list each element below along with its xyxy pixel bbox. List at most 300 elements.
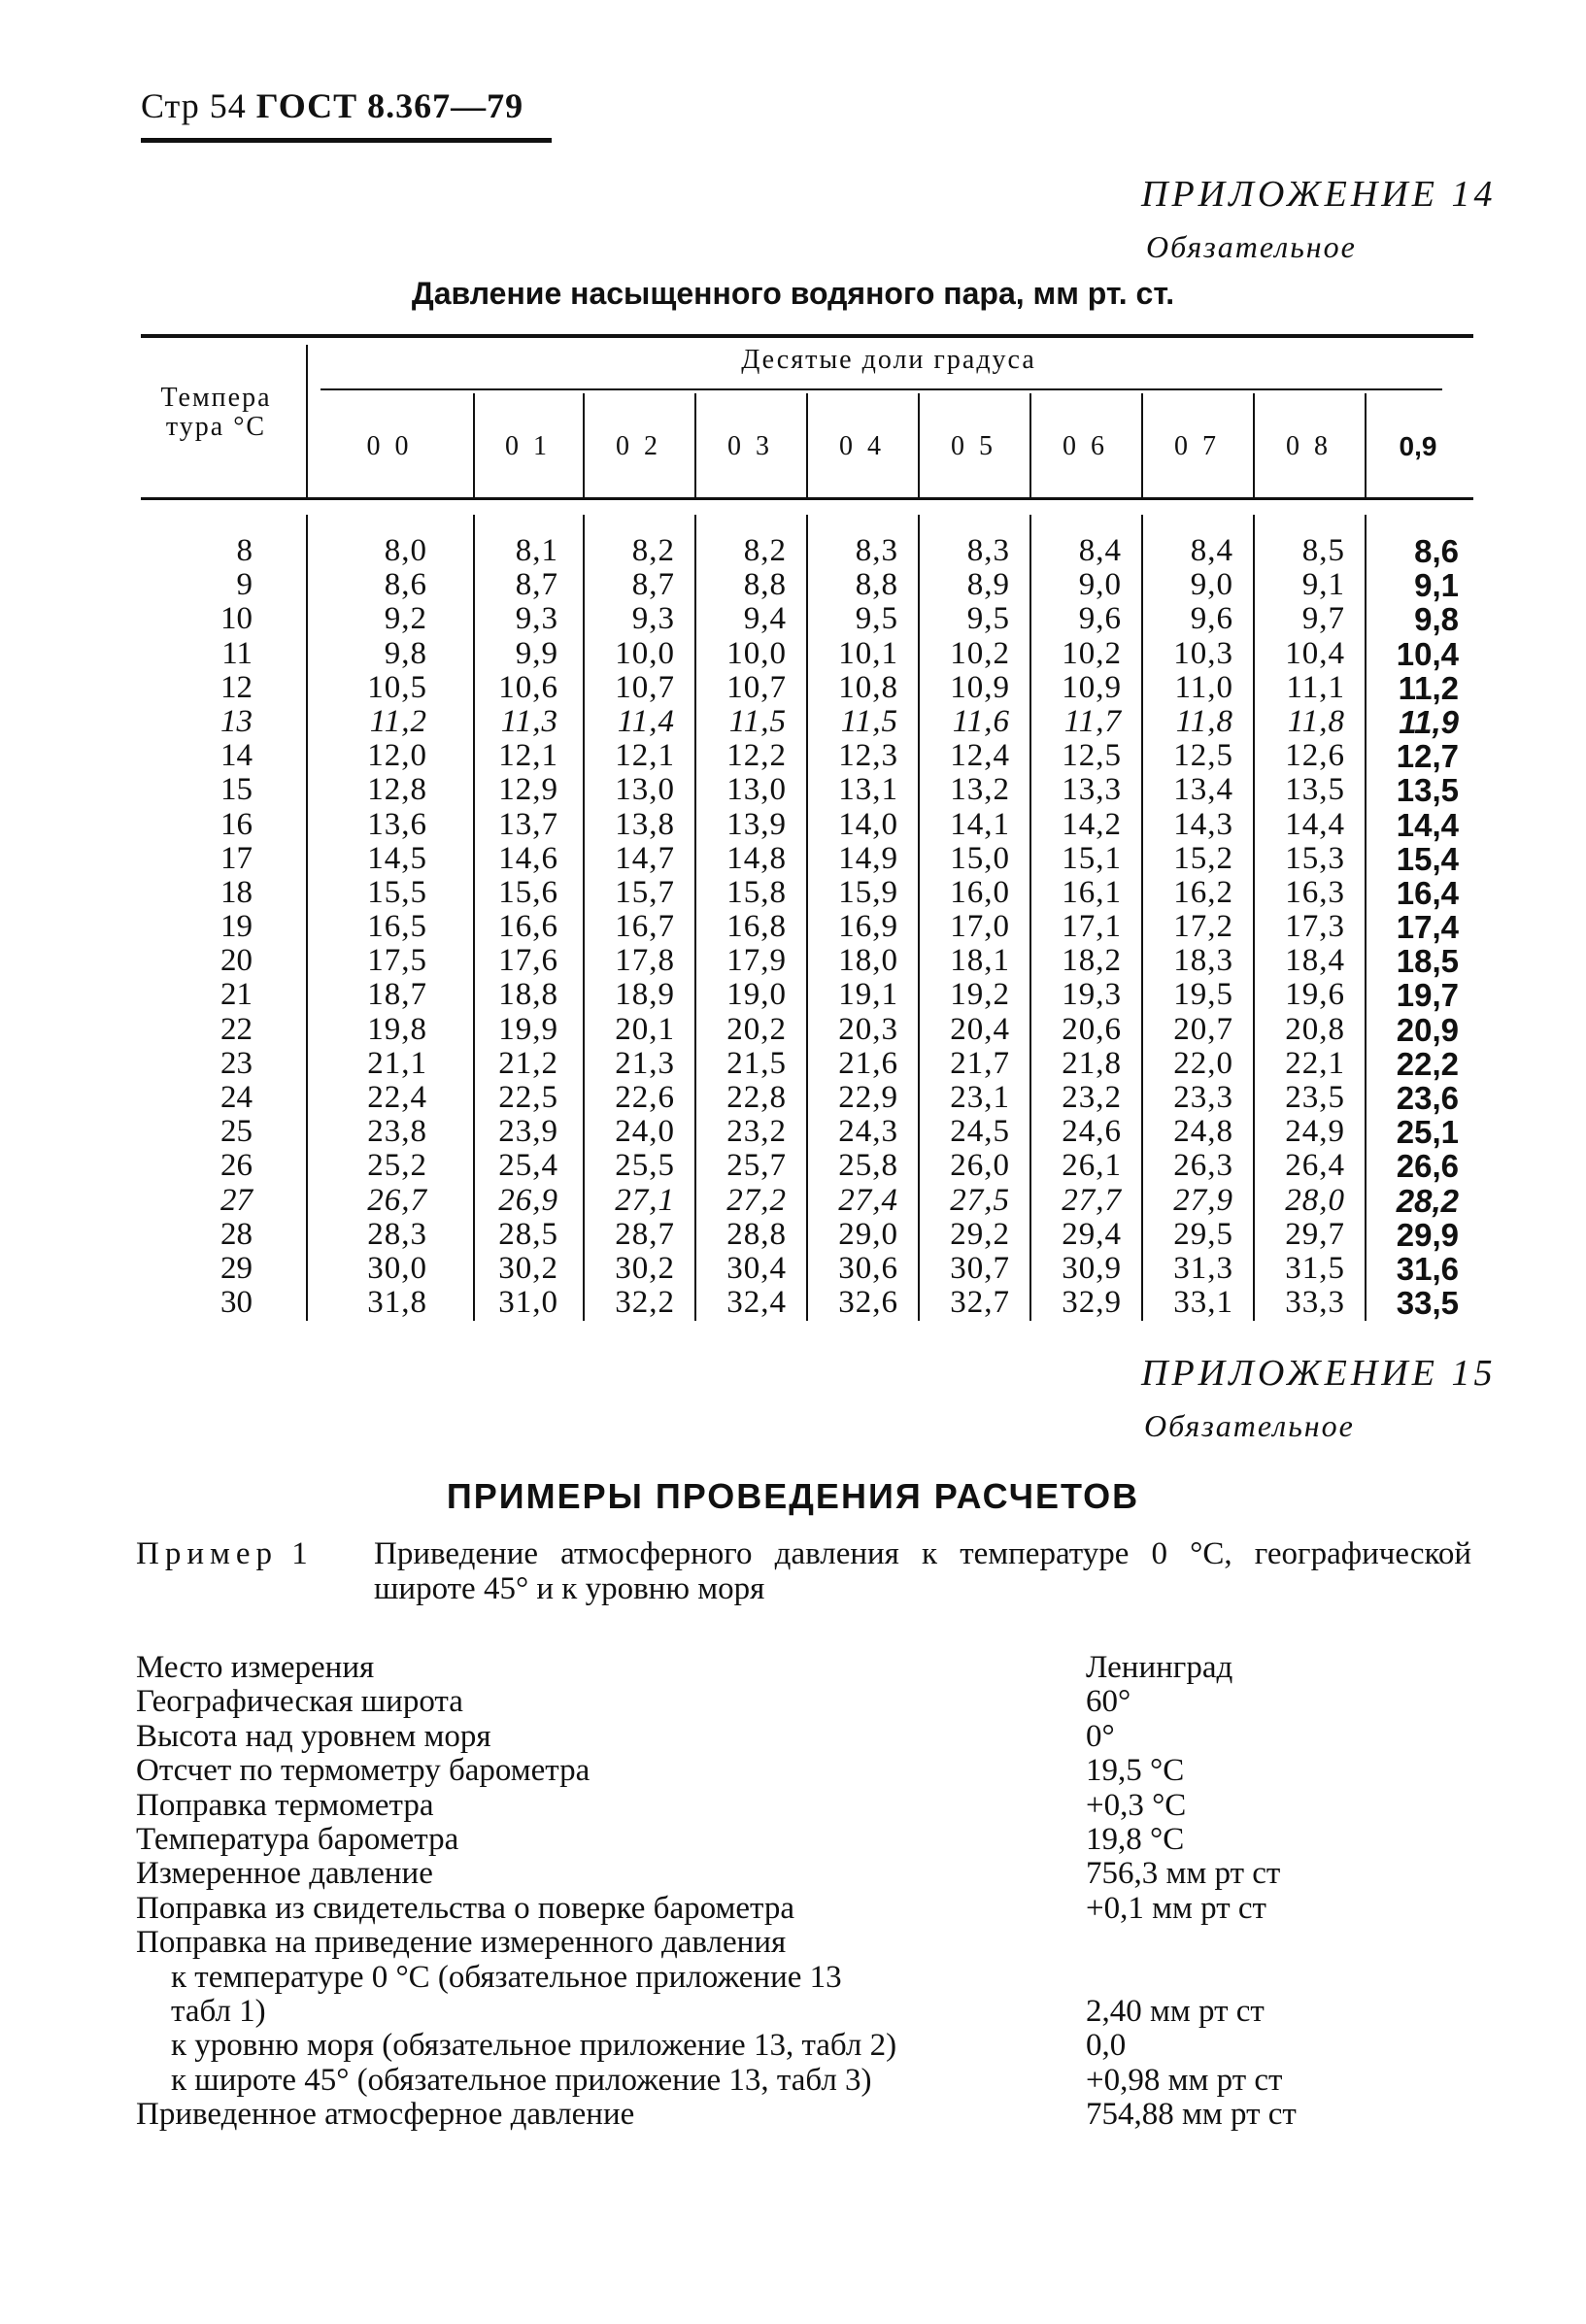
column-header: 0 6	[1063, 431, 1108, 461]
table-cell: 25,5	[615, 1148, 675, 1184]
table-cell: 32,7	[950, 1285, 1010, 1321]
table-cell: 9,8	[1414, 601, 1459, 638]
table-cell: 33,1	[1173, 1285, 1233, 1321]
header-divider	[694, 393, 696, 497]
table-cell: 29,2	[950, 1216, 1010, 1252]
table-cell: 19,5	[1173, 977, 1233, 1013]
table-cell: 14,6	[498, 840, 558, 876]
table-cell: 8,2	[743, 533, 787, 568]
table-cell: 20,8	[1285, 1011, 1345, 1047]
table-cell: 11,0	[1174, 669, 1233, 705]
table-cell: 8,9	[966, 567, 1010, 603]
table-cell: 8,7	[515, 567, 558, 603]
data-column	[782, 534, 898, 1320]
column-header: 0 1	[505, 431, 551, 461]
table-cell: 16,2	[1173, 874, 1233, 910]
table-cell: 15,3	[1285, 840, 1345, 876]
column-header: 0 0	[366, 431, 413, 461]
table-cell: 11,7	[1063, 703, 1122, 739]
table-cell: 11,5	[840, 703, 898, 739]
column-header: 0 2	[616, 431, 661, 461]
temperature-cell: 25	[220, 1114, 253, 1150]
table-cell: 30,6	[838, 1250, 898, 1286]
table-cell: 19,0	[726, 977, 787, 1013]
table-cell: 22,8	[726, 1080, 787, 1115]
table-cell: 15,0	[950, 840, 1010, 876]
table-cell: 8,6	[384, 567, 427, 603]
table-cell: 11,9	[1399, 703, 1459, 740]
header-divider	[1253, 393, 1255, 497]
table-cell: 12,4	[950, 738, 1010, 774]
calculation-value: +0,3 °С	[1086, 1787, 1187, 1823]
temperature-cell: 21	[220, 977, 253, 1013]
calculation-value: +0,98 мм рт ст	[1086, 2062, 1283, 2098]
table-cell: 13,9	[726, 806, 787, 842]
table-cell: 12,2	[726, 738, 787, 774]
calculation-label: Поправка на приведение измеренного давления	[136, 1925, 787, 1961]
table-cell: 9,7	[1301, 601, 1345, 637]
column-divider	[306, 515, 308, 1321]
table-cell: 9,6	[1078, 601, 1122, 637]
table-cell: 17,3	[1285, 909, 1345, 945]
table-cell: 16,6	[498, 909, 558, 945]
data-column	[558, 534, 675, 1320]
table-cell: 26,6	[1396, 1148, 1459, 1185]
calculation-label: Географическая широта	[136, 1684, 463, 1720]
appendix-14-subtitle: Обязательное	[1146, 229, 1357, 264]
calculation-label: к широте 45° (обязательное приложение 13, табл 3)	[171, 2062, 872, 2098]
table-cell: 12,8	[367, 772, 427, 808]
table-cell: 27,1	[615, 1182, 675, 1218]
column-header: 0 8	[1286, 431, 1332, 461]
table-cell: 19,6	[1285, 977, 1345, 1013]
table-cell: 27,9	[1173, 1182, 1233, 1218]
table-cell: 12,5	[1062, 738, 1122, 774]
table-cell: 26,1	[1062, 1148, 1122, 1184]
temperature-cell: 13	[220, 703, 253, 739]
table-cell: 23,6	[1396, 1080, 1459, 1116]
calculation-value: Ленинград	[1086, 1650, 1233, 1685]
table-cell: 14,8	[726, 840, 787, 876]
table-cell: 11,5	[728, 703, 787, 739]
table-cell: 8,8	[743, 567, 787, 603]
table-cell: 30,2	[498, 1250, 558, 1286]
calculation-label: к уровню моря (обязательное приложение 13, табл 2)	[171, 2028, 897, 2064]
table-cell: 10,0	[615, 635, 675, 671]
table-cell: 25,7	[726, 1148, 787, 1184]
table-cell: 18,8	[498, 977, 558, 1013]
table-cell: 30,2	[615, 1250, 675, 1286]
table-cell: 12,1	[615, 738, 675, 774]
table-cell: 12,6	[1285, 738, 1345, 774]
table-cell: 17,0	[950, 909, 1010, 945]
data-column	[1005, 534, 1122, 1320]
table-cell: 14,4	[1396, 806, 1459, 843]
header-divider	[473, 393, 475, 497]
table-cell: 30,9	[1062, 1250, 1122, 1286]
table-cell: 22,6	[615, 1080, 675, 1115]
temperature-cell: 17	[220, 840, 253, 876]
table-cell: 29,5	[1173, 1216, 1233, 1252]
table-cell: 15,6	[498, 874, 558, 910]
table-cell: 13,1	[838, 772, 898, 808]
temperature-cell: 20	[220, 943, 253, 979]
calculation-label: Приведенное атмосферное давление	[136, 2097, 635, 2133]
table-cell: 10,8	[838, 669, 898, 705]
table-cell: 8,0	[384, 533, 427, 568]
table-cell: 11,2	[369, 703, 427, 739]
table-cell: 12,3	[838, 738, 898, 774]
table-cell: 13,3	[1062, 772, 1122, 808]
table-cell: 10,7	[726, 669, 787, 705]
table-cell: 17,8	[615, 943, 675, 979]
table-cell: 12,9	[498, 772, 558, 808]
table-cell: 26,3	[1173, 1148, 1233, 1184]
table-cell: 16,3	[1285, 874, 1345, 910]
table-cell: 9,4	[743, 601, 787, 637]
table-cell: 31,6	[1396, 1250, 1459, 1287]
table-cell: 24,6	[1062, 1114, 1122, 1150]
table-cell: 8,3	[966, 533, 1010, 568]
calculation-value: +0,1 мм рт ст	[1086, 1890, 1266, 1926]
calculation-label: Поправка термометра	[136, 1787, 434, 1823]
table-cell: 8,3	[855, 533, 898, 568]
table-cell: 14,5	[367, 840, 427, 876]
table-cell: 31,5	[1285, 1250, 1345, 1286]
table-cell: 11,2	[1398, 669, 1459, 706]
calculation-label: Измеренное давление	[136, 1856, 433, 1892]
examples-title: ПРИМЕРЫ ПРОВЕДЕНИЯ РАСЧЕТОВ	[446, 1476, 1140, 1516]
tenths-header-rule	[321, 388, 1442, 390]
calculation-label: табл 1)	[171, 1993, 266, 2029]
table-cell: 15,2	[1173, 840, 1233, 876]
table-cell: 23,2	[1062, 1080, 1122, 1115]
table-cell: 25,1	[1396, 1114, 1459, 1151]
table-cell: 10,7	[615, 669, 675, 705]
table-cell: 11,8	[1175, 703, 1233, 739]
table-cell: 21,1	[367, 1045, 427, 1081]
table-cell: 9,2	[384, 601, 427, 637]
calculation-label: Место измерения	[136, 1650, 375, 1685]
table-cell: 16,1	[1062, 874, 1122, 910]
table-cell: 24,3	[838, 1114, 898, 1150]
calculation-value: 19,8 °С	[1086, 1821, 1185, 1857]
calculation-label: Отсчет по термометру барометра	[136, 1753, 591, 1789]
table-cell: 18,2	[1062, 943, 1122, 979]
table-cell: 19,1	[838, 977, 898, 1013]
table-cell: 15,4	[1396, 840, 1459, 877]
table-cell: 30,7	[950, 1250, 1010, 1286]
table-cell: 21,5	[726, 1045, 787, 1081]
table-cell: 16,7	[615, 909, 675, 945]
calculation-value: 19,5 °С	[1086, 1753, 1185, 1789]
table-cell: 21,6	[838, 1045, 898, 1081]
table-cell: 13,5	[1285, 772, 1345, 808]
table-cell: 18,7	[367, 977, 427, 1013]
table-cell: 20,6	[1062, 1011, 1122, 1047]
table-cell: 15,5	[367, 874, 427, 910]
table-cell: 17,6	[498, 943, 558, 979]
table-cell: 23,2	[726, 1114, 787, 1150]
data-column	[442, 534, 558, 1320]
column-header: 0,9	[1399, 431, 1437, 461]
table-cell: 10,0	[726, 635, 787, 671]
table-cell: 31,3	[1173, 1250, 1233, 1286]
temperature-cell: 28	[220, 1216, 253, 1252]
temperature-column	[194, 534, 253, 1320]
temperature-cell: 23	[220, 1045, 253, 1081]
table-cell: 16,4	[1396, 874, 1459, 911]
table-cell: 23,9	[498, 1114, 558, 1150]
page-number: Стр 54	[141, 86, 247, 125]
table-cell: 15,1	[1062, 840, 1122, 876]
appendix-14-title: ПРИЛОЖЕНИЕ 14	[1141, 174, 1497, 215]
table-cell: 14,3	[1173, 806, 1233, 842]
table-cell: 8,7	[631, 567, 675, 603]
temperature-cell: 24	[220, 1080, 253, 1115]
table-cell: 14,1	[950, 806, 1010, 842]
table-cell: 29,9	[1396, 1216, 1459, 1253]
table-title: Давление насыщенного водяного пара, мм рт. ст.	[411, 276, 1175, 311]
calculation-value: 2,40 мм рт ст	[1086, 1993, 1265, 2029]
table-cell: 32,2	[615, 1285, 675, 1321]
table-cell: 10,4	[1285, 635, 1345, 671]
temperature-cell: 19	[220, 909, 253, 945]
table-cell: 20,1	[615, 1011, 675, 1047]
calculation-value: 0,0	[1086, 2028, 1127, 2064]
data-column	[1342, 534, 1459, 1320]
temperature-cell: 15	[220, 772, 253, 808]
data-column	[1117, 534, 1233, 1320]
table-cell: 32,9	[1062, 1285, 1122, 1321]
table-cell: 28,8	[726, 1216, 787, 1252]
table-cell: 27,7	[1062, 1182, 1122, 1218]
table-cell: 32,4	[726, 1285, 787, 1321]
temperature-cell: 9	[236, 567, 253, 603]
table-cell: 23,3	[1173, 1080, 1233, 1115]
table-cell: 17,4	[1396, 909, 1459, 946]
table-cell: 23,5	[1285, 1080, 1345, 1115]
table-cell: 9,5	[966, 601, 1010, 637]
example-description: Приведение атмосферного давления к температуре 0 °С, географической широте 45° и к уровню моря	[374, 1536, 1471, 1606]
table-cell: 31,0	[498, 1285, 558, 1321]
table-cell: 9,9	[515, 635, 558, 671]
table-cell: 8,6	[1414, 533, 1459, 569]
column-header: 0 7	[1174, 431, 1220, 461]
header-underline	[141, 138, 552, 143]
page-header	[141, 85, 523, 126]
table-cell: 26,9	[498, 1182, 558, 1218]
table-cell: 9,3	[515, 601, 558, 637]
table-cell: 10,5	[367, 669, 427, 705]
table-cell: 24,9	[1285, 1114, 1345, 1150]
table-cell: 26,4	[1285, 1148, 1345, 1184]
header-divider	[806, 393, 808, 497]
table-cell: 11,3	[500, 703, 558, 739]
temperature-cell: 14	[220, 738, 253, 774]
calculation-label: Высота над уровнем моря	[136, 1718, 491, 1754]
table-cell: 15,8	[726, 874, 787, 910]
table-cell: 8,5	[1301, 533, 1345, 568]
table-cell: 18,3	[1173, 943, 1233, 979]
table-cell: 22,1	[1285, 1045, 1345, 1081]
table-cell: 33,5	[1396, 1285, 1459, 1322]
temperature-cell: 11	[221, 635, 253, 671]
temperature-cell: 29	[220, 1250, 253, 1286]
gost-number: ГОСТ 8.367—79	[255, 86, 524, 125]
table-cell: 9,5	[855, 601, 898, 637]
header-divider	[1029, 393, 1031, 497]
table-cell: 9,1	[1414, 567, 1459, 604]
table-cell: 16,8	[726, 909, 787, 945]
data-column	[311, 534, 427, 1320]
table-cell: 22,0	[1173, 1045, 1233, 1081]
calculation-label: к температуре 0 °С (обязательное приложение 13	[171, 1959, 842, 1995]
temperature-cell: 16	[220, 806, 253, 842]
table-cell: 11,4	[617, 703, 675, 739]
table-cell: 28,2	[1396, 1182, 1459, 1219]
temperature-cell: 10	[220, 601, 253, 637]
table-cell: 13,2	[950, 772, 1010, 808]
table-cell: 28,0	[1285, 1182, 1345, 1218]
temperature-header	[146, 384, 287, 442]
header-divider	[306, 345, 308, 497]
header-divider	[1141, 393, 1143, 497]
table-cell: 12,0	[367, 738, 427, 774]
table-cell: 21,7	[950, 1045, 1010, 1081]
table-cell: 10,1	[838, 635, 898, 671]
tenths-header: Десятые доли градуса	[741, 345, 1036, 375]
table-cell: 15,7	[615, 874, 675, 910]
table-cell: 17,2	[1173, 909, 1233, 945]
table-cell: 32,6	[838, 1285, 898, 1321]
table-cell: 10,2	[1062, 635, 1122, 671]
temperature-cell: 18	[220, 874, 253, 910]
table-cell: 11,1	[1286, 669, 1345, 705]
data-column	[894, 534, 1010, 1320]
table-cell: 14,9	[838, 840, 898, 876]
table-cell: 28,5	[498, 1216, 558, 1252]
table-cell: 28,3	[367, 1216, 427, 1252]
table-cell: 21,8	[1062, 1045, 1122, 1081]
table-cell: 21,2	[498, 1045, 558, 1081]
table-cell: 20,4	[950, 1011, 1010, 1047]
calculation-label: Температура барометра	[136, 1821, 459, 1857]
header-divider	[918, 393, 920, 497]
table-cell: 10,4	[1396, 635, 1459, 672]
table-cell: 22,4	[367, 1080, 427, 1115]
table-cell: 27,2	[726, 1182, 787, 1218]
temperature-header-line2: тура °С	[165, 412, 267, 442]
table-cell: 22,2	[1396, 1045, 1459, 1082]
table-cell: 14,0	[838, 806, 898, 842]
table-cell: 10,3	[1173, 635, 1233, 671]
temperature-cell: 27	[220, 1182, 253, 1218]
table-cell: 16,5	[367, 909, 427, 945]
table-cell: 20,7	[1173, 1011, 1233, 1047]
table-cell: 20,3	[838, 1011, 898, 1047]
table-cell: 26,0	[950, 1148, 1010, 1184]
table-cell: 18,5	[1396, 943, 1459, 980]
table-cell: 18,0	[838, 943, 898, 979]
table-cell: 26,7	[367, 1182, 427, 1218]
table-cell: 19,7	[1396, 977, 1459, 1014]
table-cell: 30,0	[367, 1250, 427, 1286]
temperature-cell: 22	[220, 1011, 253, 1047]
table-cell: 23,8	[367, 1114, 427, 1150]
table-cell: 8,8	[855, 567, 898, 603]
temperature-cell: 26	[220, 1148, 253, 1184]
table-top-rule	[141, 334, 1473, 338]
table-cell: 17,5	[367, 943, 427, 979]
table-cell: 13,4	[1173, 772, 1233, 808]
calculation-value: 754,88 мм рт ст	[1086, 2097, 1297, 2133]
table-cell: 13,6	[367, 806, 427, 842]
table-cell: 9,1	[1301, 567, 1345, 603]
table-cell: 12,5	[1173, 738, 1233, 774]
table-cell: 16,9	[838, 909, 898, 945]
table-cell: 14,4	[1285, 806, 1345, 842]
table-cell: 10,6	[498, 669, 558, 705]
table-cell: 11,6	[952, 703, 1010, 739]
table-cell: 8,4	[1078, 533, 1122, 568]
temperature-header-line1: Темпера	[160, 383, 272, 413]
table-cell: 25,8	[838, 1148, 898, 1184]
table-cell: 23,1	[950, 1080, 1010, 1115]
data-column	[670, 534, 787, 1320]
table-cell: 24,8	[1173, 1114, 1233, 1150]
table-cell: 13,7	[498, 806, 558, 842]
example-label: Пример 1	[136, 1536, 314, 1571]
temperature-cell: 12	[220, 669, 253, 705]
table-cell: 27,4	[838, 1182, 898, 1218]
table-cell: 29,7	[1285, 1216, 1345, 1252]
table-cell: 11,8	[1287, 703, 1345, 739]
table-cell: 22,5	[498, 1080, 558, 1115]
table-cell: 19,3	[1062, 977, 1122, 1013]
temperature-cell: 8	[236, 533, 253, 568]
table-cell: 17,1	[1062, 909, 1122, 945]
appendix-15-subtitle: Обязательное	[1144, 1408, 1355, 1443]
table-cell: 9,0	[1078, 567, 1122, 603]
table-cell: 12,1	[498, 738, 558, 774]
table-cell: 30,4	[726, 1250, 787, 1286]
table-header-rule	[141, 497, 1473, 500]
temperature-cell: 30	[220, 1285, 253, 1321]
table-cell: 21,3	[615, 1045, 675, 1081]
table-cell: 14,2	[1062, 806, 1122, 842]
table-cell: 17,9	[726, 943, 787, 979]
table-cell: 24,0	[615, 1114, 675, 1150]
table-cell: 19,2	[950, 977, 1010, 1013]
table-cell: 29,0	[838, 1216, 898, 1252]
table-cell: 13,0	[615, 772, 675, 808]
data-column	[1229, 534, 1345, 1320]
table-cell: 14,7	[615, 840, 675, 876]
column-header: 0 4	[839, 431, 885, 461]
table-cell: 9,3	[631, 601, 675, 637]
table-cell: 18,9	[615, 977, 675, 1013]
table-cell: 9,0	[1190, 567, 1233, 603]
table-cell: 9,6	[1190, 601, 1233, 637]
table-cell: 19,9	[498, 1011, 558, 1047]
column-header: 0 5	[951, 431, 996, 461]
table-cell: 9,8	[384, 635, 427, 671]
calculation-label: Поправка из свидетельства о поверке барометра	[136, 1890, 794, 1926]
header-divider	[1365, 393, 1367, 497]
table-cell: 20,2	[726, 1011, 787, 1047]
table-cell: 10,2	[950, 635, 1010, 671]
